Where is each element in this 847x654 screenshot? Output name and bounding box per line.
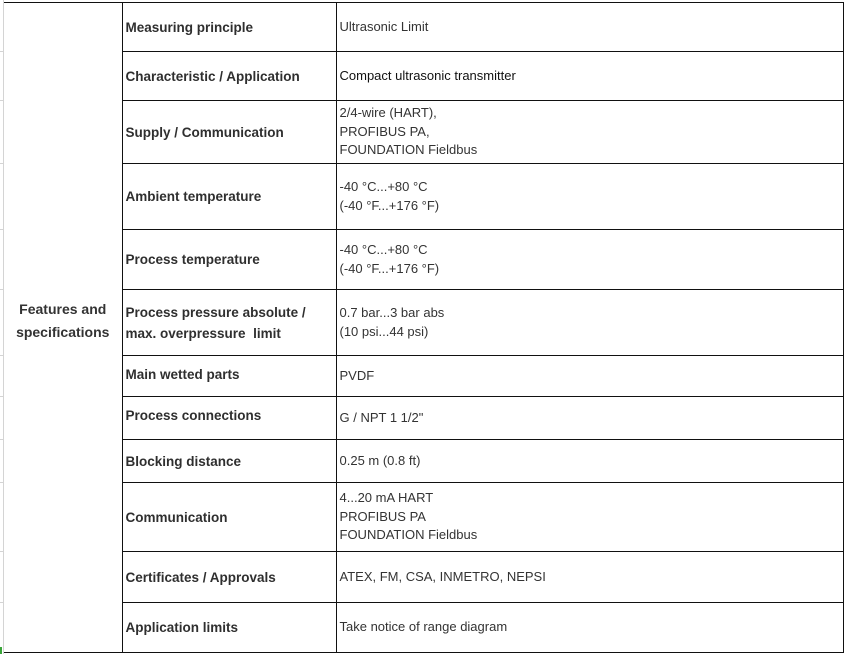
spec-value-cell[interactable] (336, 483, 843, 552)
spec-value: -40 °C...+80 °C (339, 242, 428, 257)
spec-value-cell[interactable] (336, 101, 843, 164)
spec-label-cell (122, 230, 336, 290)
table-row (4, 483, 843, 552)
spec-label-cell (122, 483, 336, 552)
spec-label-cell (122, 3, 336, 52)
spec-value-cell[interactable] (336, 3, 843, 52)
table-row (4, 230, 843, 290)
spec-value-cell[interactable] (336, 52, 843, 101)
table-row (4, 397, 843, 440)
spec-label-cell (122, 397, 336, 440)
spec-value-cell[interactable] (336, 290, 843, 356)
spec-label-cell (122, 603, 336, 653)
spec-label-cell (122, 101, 336, 164)
table-row (4, 356, 843, 397)
spec-value-cell[interactable] (336, 356, 843, 397)
spec-value-cell[interactable] (336, 552, 843, 603)
group-label: specifications (16, 323, 110, 340)
spec-value: Ultrasonic Limit (339, 18, 429, 34)
spec-value: 0.7 bar...3 bar abs (339, 305, 445, 320)
spec-value-cell[interactable] (336, 164, 843, 230)
group-label-cell (4, 3, 122, 653)
spec-label: Supply / Communication (125, 124, 284, 140)
table-row (4, 3, 843, 52)
spec-value: (10 psi...44 psi) (339, 323, 429, 339)
spec-label-cell (122, 552, 336, 603)
spec-value: (-40 °F...+176 °F) (339, 260, 440, 276)
spec-value-cell[interactable] (336, 603, 843, 653)
spec-label: Application limits (125, 620, 239, 635)
spec-label: Communication (125, 509, 228, 525)
spec-value: FOUNDATION Fieldbus (339, 527, 478, 543)
spec-label-cell (122, 290, 336, 356)
spec-table (4, 2, 844, 653)
spec-label-cell (122, 52, 336, 101)
spec-label: Main wetted parts (125, 367, 240, 382)
spec-value: 4...20 mA HART (339, 490, 434, 506)
spec-label: Certificates / Approvals (125, 569, 276, 585)
spec-value: -40 °C...+80 °C (339, 179, 428, 194)
spec-value: PROFIBUS PA (339, 508, 426, 524)
spec-label: Process temperature (125, 252, 260, 267)
table-row (4, 552, 843, 603)
spec-label-cell (122, 440, 336, 483)
group-label: Features and (19, 300, 107, 317)
spec-value: FOUNDATION Fieldbus (339, 142, 478, 158)
spec-value: PROFIBUS PA, (339, 123, 430, 139)
spec-value: Compact ultrasonic transmitter (339, 67, 516, 83)
spec-value: (-40 °F...+176 °F) (339, 197, 440, 213)
spec-label: Ambient temperature (125, 189, 262, 204)
spec-label: Process pressure absolute / (125, 304, 306, 320)
spec-value-cell[interactable] (336, 397, 843, 440)
spec-value: 2/4-wire (HART), (339, 105, 437, 121)
spec-label: Measuring principle (125, 19, 254, 35)
spec-label: Blocking distance (125, 453, 242, 469)
spec-value: ATEX, FM, CSA, INMETRO, NEPSI (339, 568, 546, 584)
table-row (4, 164, 843, 230)
spec-value: Take notice of range diagram (339, 619, 508, 635)
table-row (4, 440, 843, 483)
table-row (4, 101, 843, 164)
spec-label: Characteristic / Application (125, 68, 300, 84)
table-row (4, 52, 843, 101)
table-row (4, 603, 843, 653)
spec-label: max. overpressure limit (125, 325, 281, 341)
spec-value: 0.25 m (0.8 ft) (339, 452, 421, 468)
spec-value-cell[interactable] (336, 230, 843, 290)
table-row (4, 290, 843, 356)
spec-label: Process connections (125, 408, 262, 423)
selection-marker (0, 647, 2, 654)
spec-value: G / NPT 1 1/2" (339, 409, 424, 425)
spec-value: PVDF (339, 367, 375, 383)
spec-label-cell (122, 356, 336, 397)
spec-label-cell (122, 164, 336, 230)
spec-value-cell[interactable] (336, 440, 843, 483)
